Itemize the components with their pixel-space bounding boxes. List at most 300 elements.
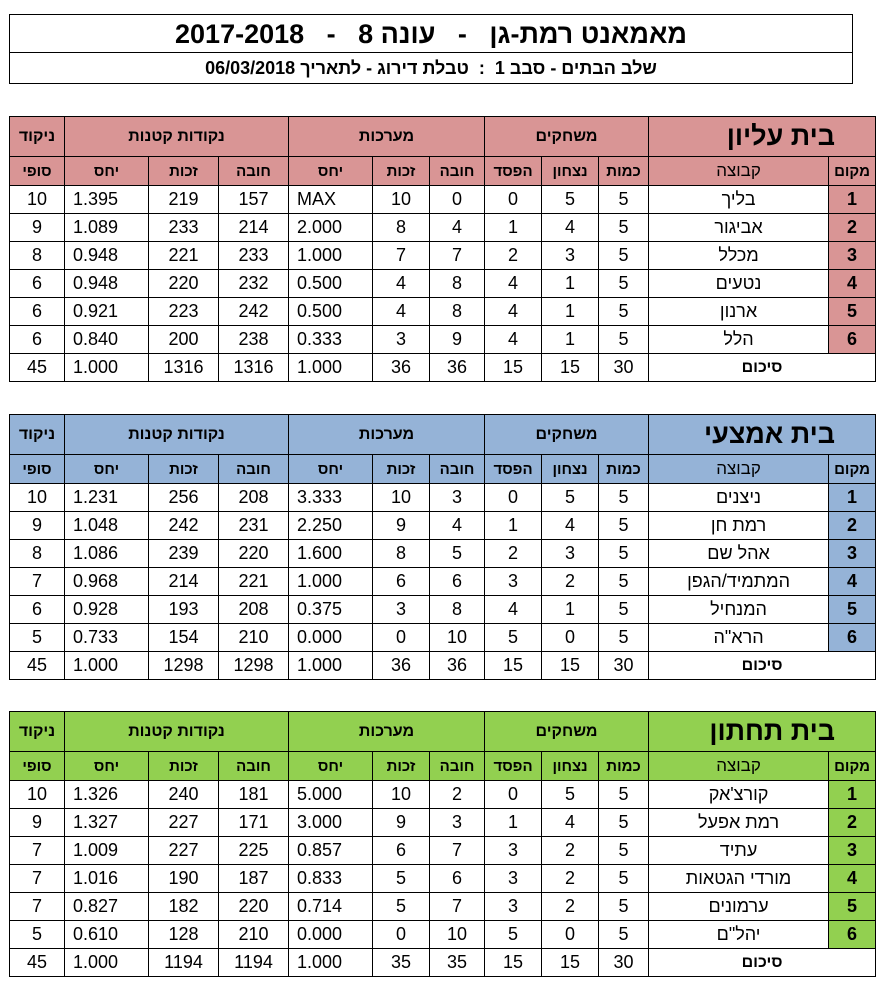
score-cell: 45 [10,652,65,680]
position-cell: 6 [829,326,876,354]
sets-ratio-cell: 0.500 [289,270,373,298]
lost-cell: 4 [485,326,542,354]
played-header: כמות [599,157,649,186]
table-row [10,596,876,624]
points-for-header: חובה [219,752,289,781]
position-cell: 1 [829,186,876,214]
points-against-cell: 227 [149,837,219,865]
team-cell: רמת אפעל [649,809,829,837]
lost-cell: 1 [485,214,542,242]
position-cell: 2 [829,214,876,242]
team-cell: עתיד [649,837,829,865]
team-cell: נטעים [649,270,829,298]
sets-for-cell: 5 [430,540,485,568]
points-against-cell: 220 [149,270,219,298]
played-cell: 5 [599,540,649,568]
position-cell: 2 [829,512,876,540]
score-cell: 9 [10,214,65,242]
sets-ratio-cell: 1.000 [289,242,373,270]
points-against-cell: 193 [149,596,219,624]
points-ratio-cell: 0.948 [65,270,149,298]
played-cell: 5 [599,484,649,512]
sets-for-cell: 0 [430,186,485,214]
played-cell: 5 [599,512,649,540]
position-header: מקום [829,455,876,484]
sets-ratio-cell: 2.000 [289,214,373,242]
score-header-bottom: סופי [10,455,65,484]
points-ratio-cell: 0.733 [65,624,149,652]
points-for-cell: 238 [219,326,289,354]
played-cell: 5 [599,893,649,921]
sets-against-cell: 8 [373,540,430,568]
points-ratio-header: יחס [65,455,149,484]
played-cell: 5 [599,568,649,596]
played-cell: 5 [599,186,649,214]
sets-against-cell: 3 [373,326,430,354]
sets-ratio-cell: 2.250 [289,512,373,540]
won-header: נצחון [542,752,599,781]
played-cell: 5 [599,298,649,326]
points-for-cell: 233 [219,242,289,270]
score-cell: 45 [10,949,65,977]
won-cell: 3 [542,540,599,568]
played-header: כמות [599,752,649,781]
sets-ratio-header: יחס [289,752,373,781]
sets-ratio-cell: 1.000 [289,568,373,596]
points-ratio-cell: 0.610 [65,921,149,949]
score-cell: 8 [10,242,65,270]
points-for-cell: 232 [219,270,289,298]
lost-cell: 15 [485,652,542,680]
sets-against-cell: 36 [373,354,430,382]
summary-row [10,652,876,680]
sets-ratio-cell: 0.000 [289,921,373,949]
sets-for-cell: 7 [430,837,485,865]
points-for-cell: 1298 [219,652,289,680]
lost-cell: 0 [485,186,542,214]
won-cell: 1 [542,298,599,326]
points-ratio-cell: 1.000 [65,949,149,977]
played-cell: 5 [599,781,649,809]
points-header: נקודות קטנות [65,415,289,455]
table-row [10,921,876,949]
points-for-cell: 214 [219,214,289,242]
score-header-top: ניקוד [10,712,65,752]
team-cell: ערמונים [649,893,829,921]
lost-cell: 5 [485,921,542,949]
won-cell: 2 [542,568,599,596]
sets-for-cell: 36 [430,354,485,382]
points-against-cell: 1316 [149,354,219,382]
sets-ratio-cell: 0.375 [289,596,373,624]
sets-against-cell: 9 [373,512,430,540]
won-cell: 2 [542,865,599,893]
summary-label: סיכום [649,949,876,977]
table-row [10,624,876,652]
sets-ratio-cell: 1.000 [289,949,373,977]
sets-for-cell: 6 [430,568,485,596]
points-against-cell: 233 [149,214,219,242]
sets-for-cell: 35 [430,949,485,977]
team-header: קבוצה [649,752,829,781]
table-row [10,781,876,809]
points-against-cell: 154 [149,624,219,652]
score-cell: 6 [10,298,65,326]
points-for-cell: 181 [219,781,289,809]
points-for-header: חובה [219,157,289,186]
score-cell: 9 [10,809,65,837]
score-cell: 7 [10,865,65,893]
points-against-cell: 1298 [149,652,219,680]
sets-against-cell: 0 [373,624,430,652]
points-ratio-cell: 0.948 [65,242,149,270]
sets-for-cell: 6 [430,865,485,893]
sets-for-cell: 4 [430,214,485,242]
sets-ratio-cell: MAX [289,186,373,214]
sets-for-cell: 10 [430,624,485,652]
points-ratio-cell: 1.395 [65,186,149,214]
games-header: משחקים [485,415,649,455]
sets-header: מערכות [289,415,485,455]
sets-against-cell: 5 [373,893,430,921]
sets-ratio-cell: 0.857 [289,837,373,865]
sets-for-cell: 3 [430,484,485,512]
points-for-cell: 157 [219,186,289,214]
position-cell: 4 [829,568,876,596]
points-header: נקודות קטנות [65,712,289,752]
sets-ratio-cell: 3.333 [289,484,373,512]
summary-label: סיכום [649,652,876,680]
lost-cell: 15 [485,949,542,977]
won-cell: 2 [542,837,599,865]
title-box [9,14,853,84]
points-ratio-cell: 1.089 [65,214,149,242]
sets-against-cell: 10 [373,186,430,214]
points-ratio-cell: 1.231 [65,484,149,512]
sets-against-cell: 8 [373,214,430,242]
points-ratio-cell: 1.016 [65,865,149,893]
lost-cell: 4 [485,270,542,298]
sets-ratio-cell: 0.833 [289,865,373,893]
sets-against-header: זכות [373,752,430,781]
played-header: כמות [599,455,649,484]
sets-for-cell: 3 [430,809,485,837]
team-header: קבוצה [649,455,829,484]
sets-ratio-cell: 3.000 [289,809,373,837]
points-for-cell: 208 [219,484,289,512]
score-header-top: ניקוד [10,117,65,157]
position-cell: 5 [829,893,876,921]
points-against-header: זכות [149,752,219,781]
points-against-cell: 1194 [149,949,219,977]
played-cell: 5 [599,214,649,242]
team-cell: המתמיד/הגפן [649,568,829,596]
lost-header: הפסד [485,157,542,186]
won-cell: 5 [542,186,599,214]
score-cell: 8 [10,540,65,568]
played-cell: 5 [599,837,649,865]
position-cell: 6 [829,921,876,949]
position-cell: 5 [829,298,876,326]
table-row [10,214,876,242]
sets-for-header: חובה [430,752,485,781]
lost-cell: 0 [485,484,542,512]
points-ratio-header: יחס [65,752,149,781]
sets-for-header: חובה [430,455,485,484]
score-cell: 10 [10,781,65,809]
team-cell: בליך [649,186,829,214]
lost-cell: 5 [485,624,542,652]
points-against-cell: 219 [149,186,219,214]
points-for-cell: 1316 [219,354,289,382]
points-ratio-cell: 1.009 [65,837,149,865]
won-cell: 1 [542,326,599,354]
lost-cell: 3 [485,568,542,596]
lost-header: הפסד [485,752,542,781]
house-name: בית תחתון [649,712,876,752]
score-cell: 45 [10,354,65,382]
sets-for-cell: 4 [430,512,485,540]
team-cell: יהל"ם [649,921,829,949]
score-cell: 5 [10,624,65,652]
score-cell: 10 [10,484,65,512]
points-for-cell: 221 [219,568,289,596]
points-for-cell: 242 [219,298,289,326]
sets-against-cell: 10 [373,484,430,512]
won-cell: 4 [542,214,599,242]
team-cell: הלל [649,326,829,354]
team-cell: אהל שם [649,540,829,568]
lost-cell: 4 [485,596,542,624]
played-cell: 5 [599,865,649,893]
score-cell: 7 [10,893,65,921]
table-row [10,186,876,214]
standings-table [9,116,876,382]
points-against-cell: 128 [149,921,219,949]
won-cell: 15 [542,354,599,382]
summary-row [10,949,876,977]
lost-cell: 4 [485,298,542,326]
position-header: מקום [829,752,876,781]
sets-ratio-cell: 0.333 [289,326,373,354]
score-cell: 6 [10,270,65,298]
score-cell: 5 [10,921,65,949]
sets-against-cell: 9 [373,809,430,837]
points-ratio-cell: 1.327 [65,809,149,837]
standings-table [9,711,876,977]
points-for-cell: 208 [219,596,289,624]
points-against-cell: 256 [149,484,219,512]
points-against-cell: 221 [149,242,219,270]
lost-header: הפסד [485,455,542,484]
games-header: משחקים [485,712,649,752]
points-header: נקודות קטנות [65,117,289,157]
lost-cell: 3 [485,837,542,865]
played-cell: 5 [599,624,649,652]
table-row [10,270,876,298]
sets-ratio-header: יחס [289,455,373,484]
position-cell: 1 [829,484,876,512]
played-cell: 30 [599,652,649,680]
sets-for-cell: 7 [430,242,485,270]
house-name: בית אמצעי [649,415,876,455]
position-cell: 5 [829,596,876,624]
sets-against-cell: 6 [373,837,430,865]
played-cell: 30 [599,354,649,382]
team-cell: רמת חן [649,512,829,540]
points-for-cell: 220 [219,893,289,921]
lost-cell: 3 [485,893,542,921]
team-header: קבוצה [649,157,829,186]
won-cell: 15 [542,949,599,977]
won-cell: 1 [542,270,599,298]
subheader-row [10,157,876,186]
sets-against-cell: 35 [373,949,430,977]
score-header-bottom: סופי [10,752,65,781]
sets-ratio-cell: 5.000 [289,781,373,809]
points-ratio-cell: 0.921 [65,298,149,326]
position-cell: 1 [829,781,876,809]
lost-cell: 2 [485,242,542,270]
sets-ratio-cell: 1.000 [289,354,373,382]
won-cell: 0 [542,921,599,949]
won-header: נצחון [542,157,599,186]
table-row [10,540,876,568]
house-name: בית עליון [649,117,876,157]
points-against-cell: 182 [149,893,219,921]
points-for-cell: 187 [219,865,289,893]
table-row [10,242,876,270]
score-cell: 6 [10,326,65,354]
position-cell: 6 [829,624,876,652]
sets-against-header: זכות [373,157,430,186]
position-cell: 3 [829,540,876,568]
points-against-cell: 190 [149,865,219,893]
won-cell: 5 [542,484,599,512]
team-cell: אביגור [649,214,829,242]
team-cell: מכלל [649,242,829,270]
won-cell: 5 [542,781,599,809]
points-for-header: חובה [219,455,289,484]
sets-against-cell: 5 [373,865,430,893]
sets-for-cell: 7 [430,893,485,921]
points-ratio-cell: 0.827 [65,893,149,921]
sets-for-cell: 8 [430,298,485,326]
subheader-row [10,752,876,781]
won-cell: 15 [542,652,599,680]
score-cell: 10 [10,186,65,214]
won-cell: 0 [542,624,599,652]
won-cell: 2 [542,893,599,921]
team-cell: ניצנים [649,484,829,512]
team-cell: קורצ'אק [649,781,829,809]
lost-cell: 3 [485,865,542,893]
points-ratio-cell: 0.840 [65,326,149,354]
sets-ratio-cell: 0.500 [289,298,373,326]
points-against-header: זכות [149,455,219,484]
table-row [10,326,876,354]
table-row [10,512,876,540]
points-for-cell: 1194 [219,949,289,977]
points-against-cell: 242 [149,512,219,540]
sets-for-cell: 8 [430,270,485,298]
played-cell: 30 [599,949,649,977]
won-cell: 3 [542,242,599,270]
points-for-cell: 210 [219,624,289,652]
points-ratio-cell: 1.000 [65,354,149,382]
score-cell: 9 [10,512,65,540]
header-row [10,117,876,157]
standings-table [9,414,876,680]
points-ratio-cell: 0.968 [65,568,149,596]
position-cell: 4 [829,270,876,298]
subheader-row [10,455,876,484]
score-header-bottom: סופי [10,157,65,186]
sets-against-header: זכות [373,455,430,484]
sets-against-cell: 4 [373,270,430,298]
points-ratio-cell: 0.928 [65,596,149,624]
table-row [10,837,876,865]
sets-for-cell: 9 [430,326,485,354]
played-cell: 5 [599,270,649,298]
points-ratio-cell: 1.000 [65,652,149,680]
points-against-cell: 227 [149,809,219,837]
sets-against-cell: 36 [373,652,430,680]
sets-against-cell: 6 [373,568,430,596]
sets-ratio-header: יחס [289,157,373,186]
won-cell: 1 [542,596,599,624]
lost-cell: 0 [485,781,542,809]
points-against-cell: 239 [149,540,219,568]
played-cell: 5 [599,242,649,270]
summary-label: סיכום [649,354,876,382]
sets-against-cell: 10 [373,781,430,809]
table-row [10,893,876,921]
page-title: מאמאנט רמת-גן - עונה 8 - 2017-2018 [10,15,852,53]
points-for-cell: 210 [219,921,289,949]
position-cell: 3 [829,242,876,270]
played-cell: 5 [599,596,649,624]
header-row [10,415,876,455]
sets-for-cell: 8 [430,596,485,624]
page-subtitle: שלב הבתים - סבב 1 : טבלת דירוג - לתאריך 06/03/2018 [205,58,657,78]
sets-ratio-cell: 1.000 [289,652,373,680]
points-ratio-cell: 1.048 [65,512,149,540]
table-row [10,568,876,596]
lost-cell: 1 [485,512,542,540]
team-cell: מורדי הגטאות [649,865,829,893]
sets-for-cell: 10 [430,921,485,949]
points-against-header: זכות [149,157,219,186]
position-cell: 2 [829,809,876,837]
points-ratio-cell: 1.086 [65,540,149,568]
sets-header: מערכות [289,712,485,752]
points-against-cell: 214 [149,568,219,596]
team-cell: ארנון [649,298,829,326]
points-against-cell: 223 [149,298,219,326]
points-for-cell: 225 [219,837,289,865]
lost-cell: 1 [485,809,542,837]
team-cell: הרא"ה [649,624,829,652]
sets-for-cell: 36 [430,652,485,680]
won-cell: 4 [542,809,599,837]
points-ratio-cell: 1.326 [65,781,149,809]
lost-cell: 2 [485,540,542,568]
table-row [10,298,876,326]
sets-header: מערכות [289,117,485,157]
position-cell: 4 [829,865,876,893]
points-against-cell: 240 [149,781,219,809]
